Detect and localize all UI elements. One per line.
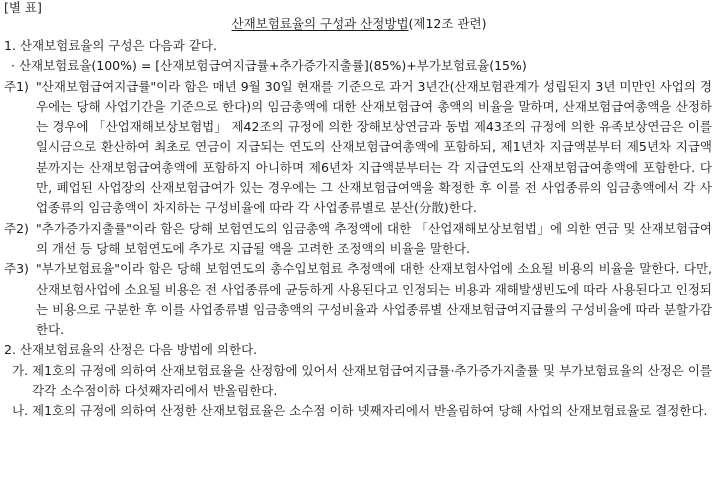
note-label: 주1) bbox=[4, 78, 29, 94]
section-2-heading: 2. 산재보험료율의 산정은 다음 방법에 의한다. bbox=[4, 342, 258, 358]
document-title bbox=[0, 14, 718, 34]
note-2 bbox=[4, 219, 712, 260]
item-text: 제1호의 규정에 의하여 산재보험료율을 산정함에 있어서 산재보험급여지급률·추가증가지출률 및 부가보험료율의 산정은 이를 각각 소수점이하 다섯째자리에서 반올림한다. bbox=[32, 362, 712, 399]
appendix-tag: [별 표] bbox=[4, 0, 42, 15]
note-text: "산재보험급여지급률"이라 함은 매년 9월 30일 현재를 기준으로 과거 3년간(산재보험관계가 성립된지 3년 미만인 사업의 경우에는 당해 사업기간을 기준으로 한다)의 임금총액에 대한 산재보험급여 총액의 비율을 말하며, 산재보험급여총액을 산정하는 경우에 「산업재해보상보험법」 제42조의 규정에 의한 장해보상연금과 동법 제43조의 규정에 의한 유족보상연금은 이를 일시금으로 환산하여 최초로 연금이 지급되는 연도의 산재보험급여총액에 포함하되, 제1년차 지급액분부터 제5년차 지급액분까지는 산재보험급여총액에 포함하지 아니하며 제6년차 지급액분부터는 각 지급연도의 산재보험급여총액에 포함한다. 다만, 폐업된 사업장의 산재보험급여가 있는 경우에는 그 산재보험급여액을 확정한 후 이를 전 사업종류의 임금총액에서 각 사업종류의 임금총액이 차지하는 구성비율에 따라 각 사업종류별로 분산(分散)한다. bbox=[36, 78, 712, 216]
item-na bbox=[4, 401, 712, 421]
title-reference: (제12조 관련) bbox=[408, 16, 487, 31]
note-1 bbox=[4, 77, 712, 219]
item-text: 제1호의 규정에 의하여 산정한 산재보험료율은 소수점 이하 넷째자리에서 반올림하여 당해 사업의 산재보험료율로 결정한다. bbox=[32, 403, 708, 419]
note-label: 주3) bbox=[4, 261, 29, 277]
item-ga bbox=[4, 361, 712, 402]
title-main: 산재보험료율의 구성과 산정방법 bbox=[231, 16, 409, 31]
note-3 bbox=[4, 259, 712, 340]
item-label: 가. bbox=[12, 362, 29, 378]
section-1-heading: 1. 산재보험료율의 구성은 다음과 같다. bbox=[4, 38, 217, 53]
note-label: 주2) bbox=[4, 220, 29, 236]
item-label: 나. bbox=[12, 403, 29, 419]
document-body bbox=[4, 36, 712, 422]
note-text: "추가증가지출률"이라 함은 당해 보험연도의 임금총액 추정액에 대한 「산업재해보상보험법」에 의한 연금 및 산재보험급여의 개선 등 당해 보험연도에 추가로 지급될 액을 고려한 조정액의 비율을 말한다. bbox=[36, 220, 712, 256]
note-text: "부가보험료율"이라 함은 당해 보험연도의 총수입보험료 추정액에 대한 산재보험사업에 소요될 비용의 비율을 말한다. 다만, 산재보험사업에 소요될 비용은 전 사업종류에 균등하게 사용된다고 인정되는 비용과 재해발생빈도에 따라 사용된다고 인정되는 비용으로 구분한 후 이를 사업종류별 임금총액의 구성비율과 사업종류별 산재보험급여지급률의 구성비율에 따라 분할가감한다. bbox=[36, 261, 712, 338]
rate-formula: · 산재보험료율(100%) = [산재보험급여지급률+추가증가지출률](85%)+부가보험료율(15%) bbox=[11, 58, 527, 74]
